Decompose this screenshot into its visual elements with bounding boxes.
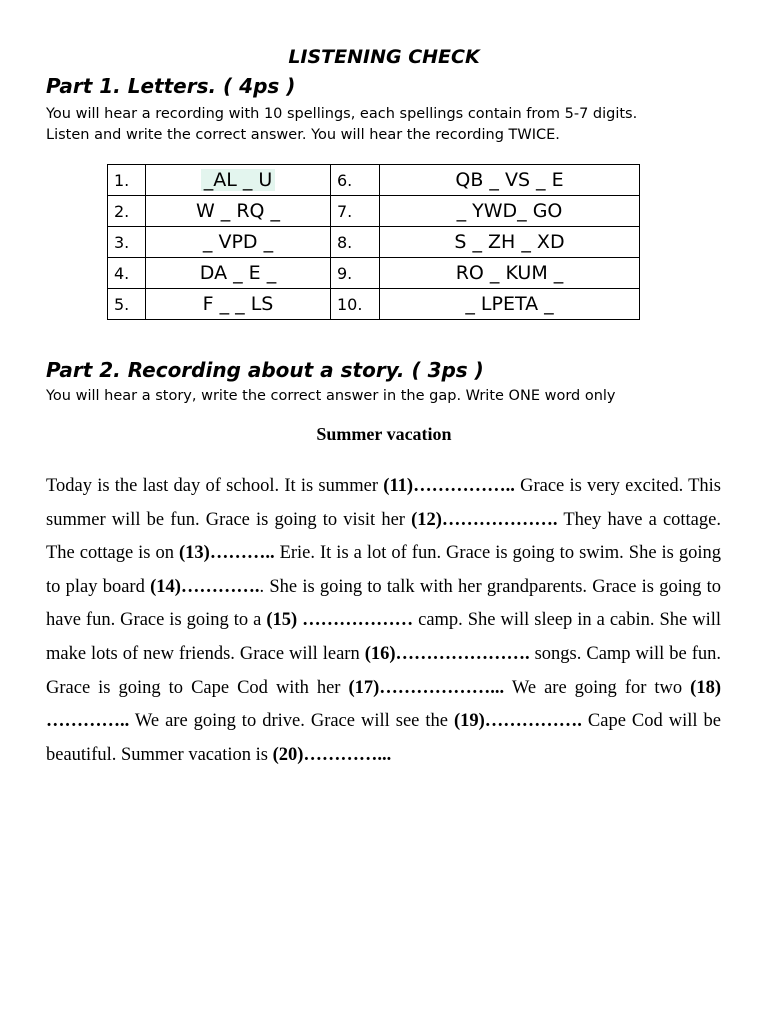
spelling-cell [380,289,640,320]
story-text: They have a cottage. The cottage is on [46,509,721,564]
story-text: Cape Cod will be beautiful. Summer vacation is [46,711,721,765]
spelling-cell [146,258,331,289]
part1-instructions-line2: Listen and write the correct answer. You will hear the recording TWICE. [46,127,560,143]
story-title: Summer vacation [316,424,452,444]
part2-heading: Part 2. Recording about a story. ( 3ps ) [46,358,484,382]
gap-marker: (14)…………. [150,576,260,597]
item-number: 2. [108,196,146,227]
spelling-text: _ VPD _ [200,231,276,253]
gap-marker: (15) ……………… [266,610,414,631]
spelling-cell [380,258,640,289]
spelling-cell [146,227,331,258]
story-paragraph [46,470,721,772]
story-text: camp. She will sleep in a cabin. She will make lots of new friends. Grace will learn [46,610,721,664]
table-row [108,258,640,289]
gap-marker: (20)…………... [272,744,392,765]
spelling-text: _ LPETA _ [462,293,556,315]
spelling-cell [380,196,640,227]
table-row [108,196,640,227]
spelling-cell [380,227,640,258]
item-number: 10. [331,289,380,320]
story-text: Erie. It is a lot of fun. Grace is going to swim. She is going to play board [46,543,721,597]
gap-marker: (16)…………………. [364,643,530,664]
story-text: We are going for two [504,677,691,698]
item-number: 7. [331,196,380,227]
part1-heading: Part 1. Letters. ( 4ps ) [46,74,296,98]
item-number: 8. [331,227,380,258]
story-text: We are going to drive. Grace will see the [129,711,454,732]
item-number: 3. [108,227,146,258]
item-number: 9. [331,258,380,289]
gap-marker: (18) ………….. [46,677,721,732]
gap-marker: (12)………………. [411,509,558,530]
table-row [108,165,640,196]
spelling-text: DA _ E _ [197,262,279,284]
spelling-text: _ YWD_ GO [454,200,566,222]
spelling-text: F _ _ LS [200,293,277,315]
gap-marker: (19)……………. [453,711,582,732]
spelling-cell [380,165,640,196]
part1-instructions [46,104,726,146]
gap-marker: (17)………………... [348,677,505,698]
gap-marker: (13)……….. [179,543,275,564]
part2-instructions: You will hear a story, write the correct answer in the gap. Write ONE word only [46,388,616,404]
item-number: 6. [331,165,380,196]
table-row [108,289,640,320]
spelling-cell [146,196,331,227]
spelling-table [107,164,640,320]
page-title: LISTENING CHECK [288,46,480,68]
part1-instructions-line1: You will hear a recording with 10 spellings, each spellings contain from 5-7 digits. [46,106,638,122]
item-number: 4. [108,258,146,289]
story-text: Grace is very excited. This summer will be fun. Grace is going to visit her [46,476,721,530]
spelling-text: _AL _ U [201,169,276,191]
item-number: 1. [108,165,146,196]
spelling-text: W _ RQ _ [193,200,283,222]
item-number: 5. [108,289,146,320]
spelling-cell [146,165,331,196]
table-row [108,227,640,258]
spelling-cell [146,289,331,320]
story-text: songs. Camp will be fun. Grace is going to Cape Cod with her [46,643,721,698]
story-text: Today is the last day of school. It is summer [46,476,384,496]
story-text: . She is going to talk with her grandparents. Grace is going to have fun. Grace is going to a [46,576,721,631]
spelling-text: S _ ZH _ XD [451,231,567,253]
gap-marker: (11)…………….. [383,476,515,496]
spelling-text: QB _ VS _ E [452,169,566,191]
spelling-text: RO _ KUM _ [453,262,567,284]
